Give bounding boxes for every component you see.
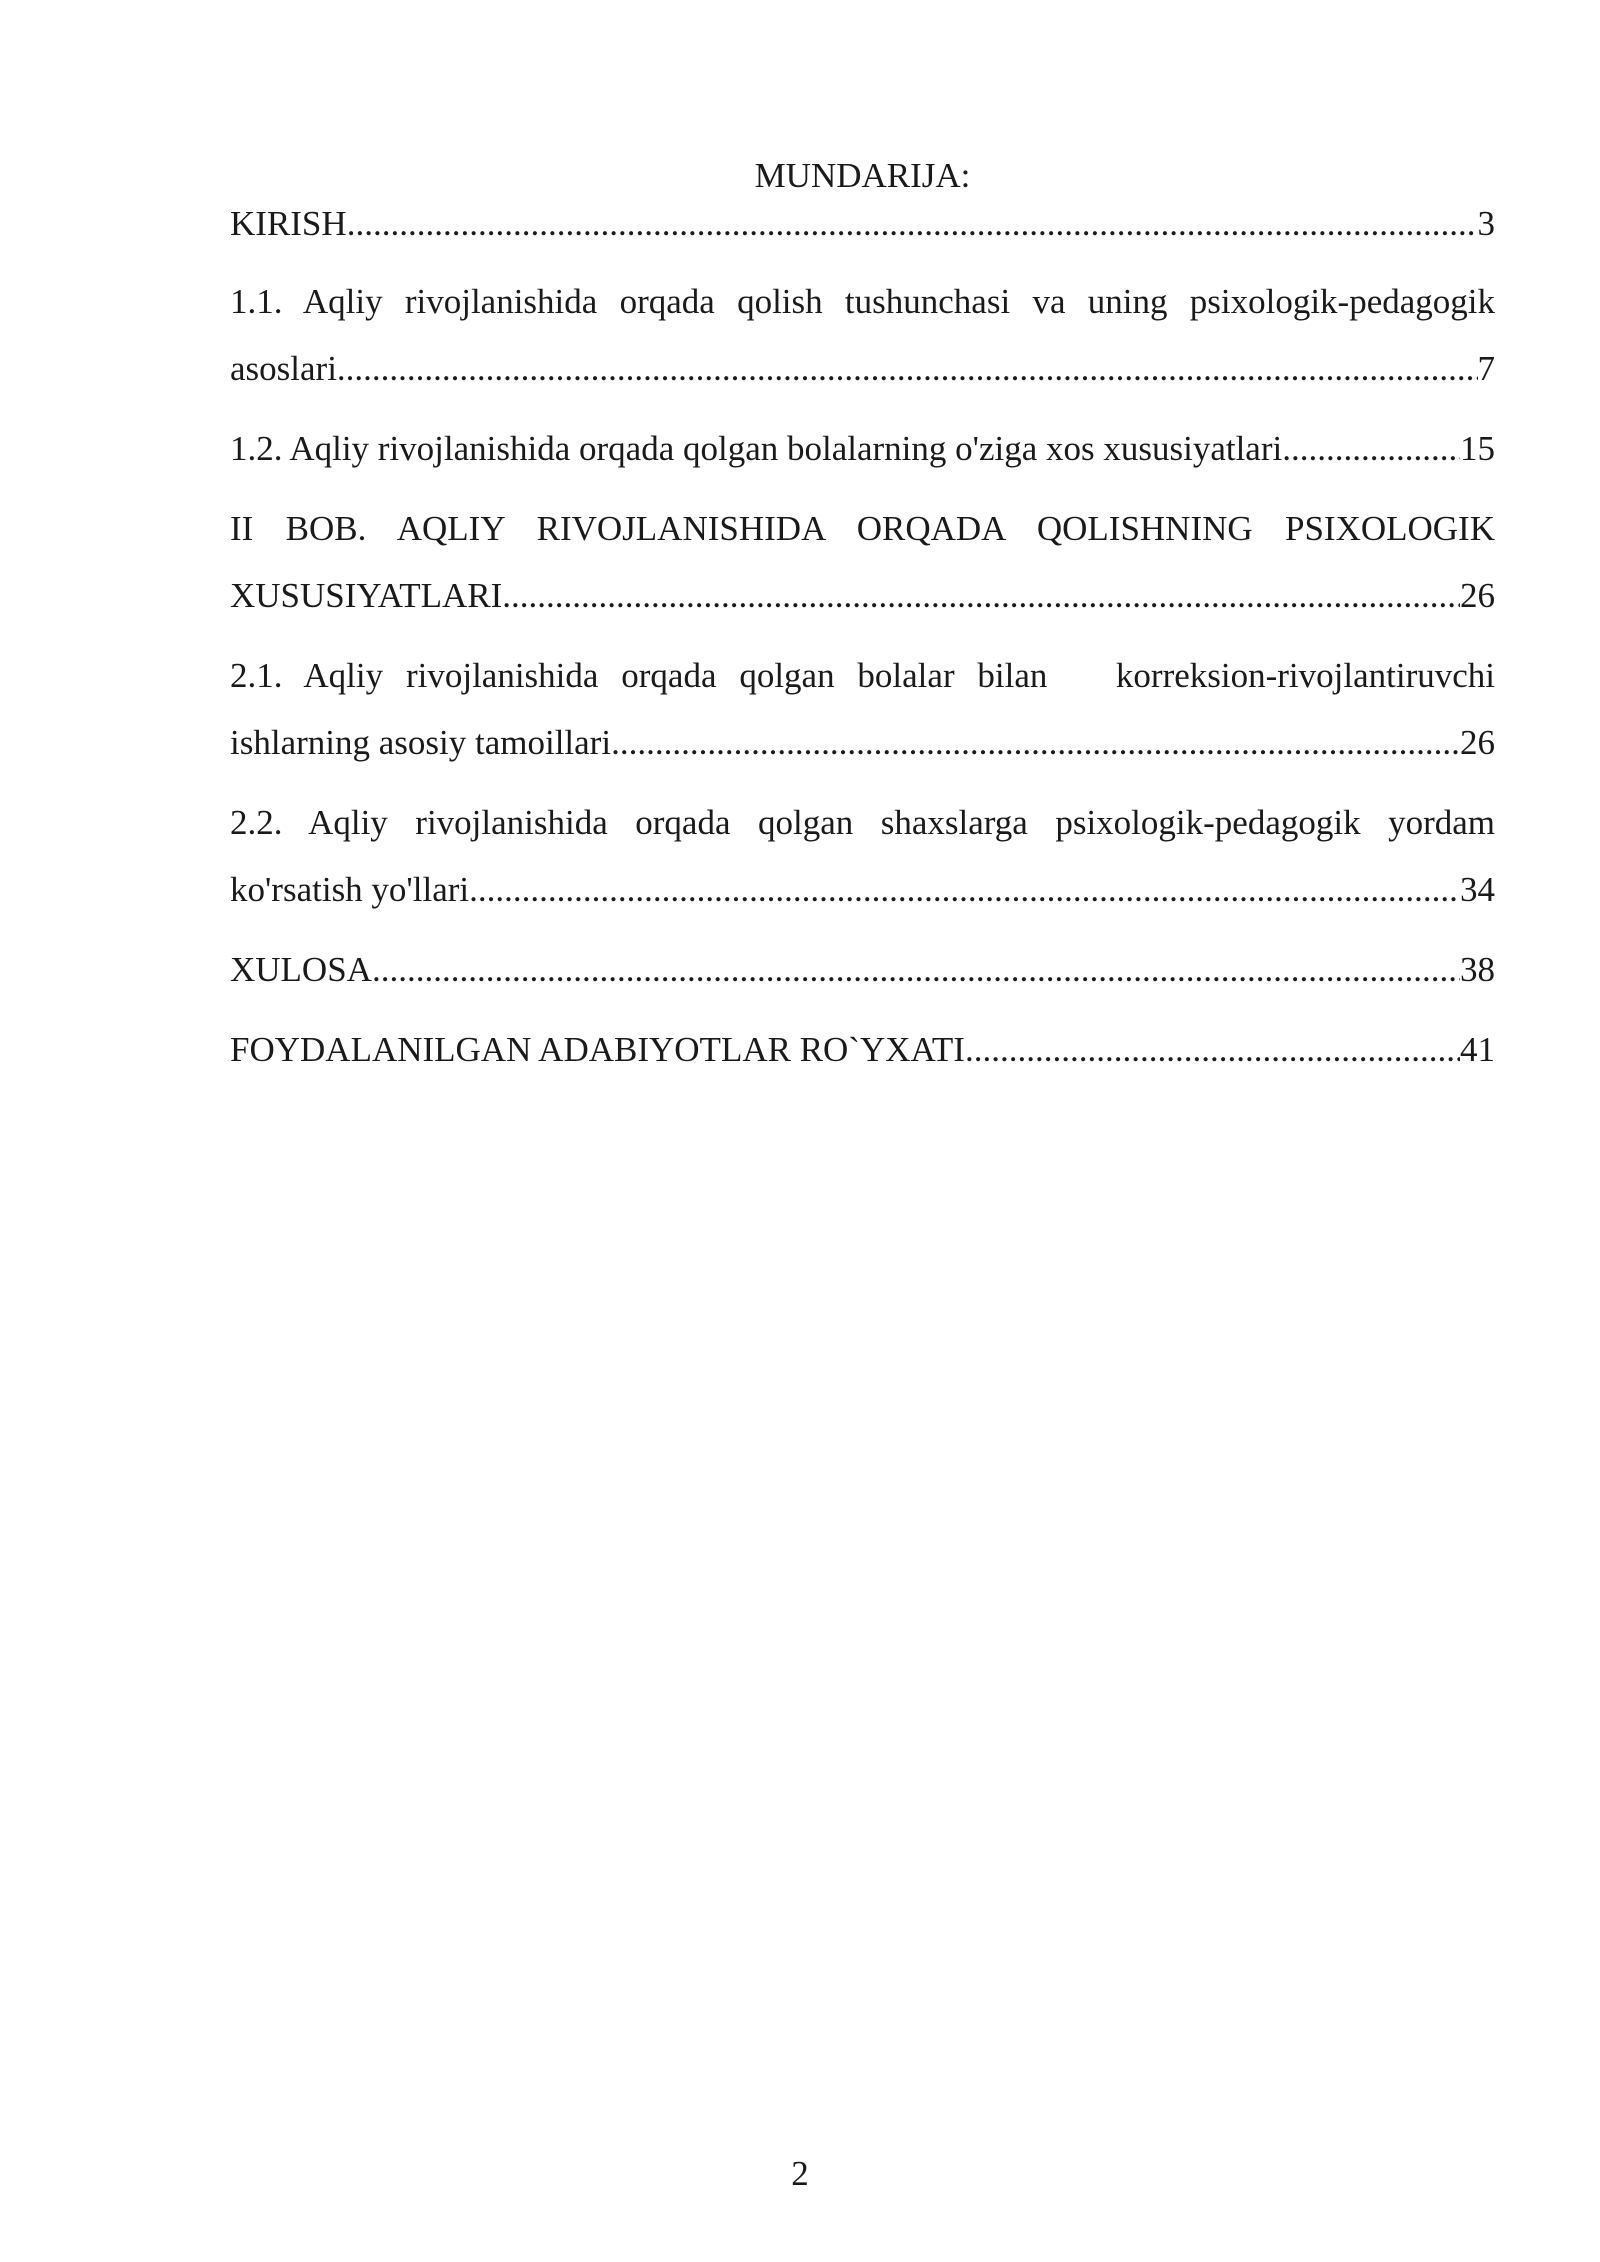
- toc-page-number: 41: [1460, 1030, 1495, 1069]
- toc-leader-dots: [372, 936, 1460, 1003]
- toc-leader-dots: [337, 335, 1478, 402]
- toc-entry-label: II BOB. AQLIY RIVOJLANISHIDA ORQADA QOLISHNING PSIXOLOGIK: [230, 509, 1495, 548]
- toc-entry-label-continued: XUSUSIYATLARI: [230, 576, 503, 615]
- toc-leader-dots: [347, 200, 1478, 248]
- toc-entry-xulosa: [230, 936, 1495, 1003]
- toc-entry-2-1: [230, 642, 1495, 776]
- toc-entry-line: [230, 709, 1495, 776]
- toc-entry-chapter-2: [230, 495, 1495, 629]
- toc-entry-label: 1.1. Aqliy rivojlanishida orqada qolish tushunchasi va uning psixologik-pedagogik: [230, 282, 1495, 321]
- toc-leader-dots: [1282, 415, 1460, 482]
- toc-entry-label: FOYDALANILGAN ADABIYOTLAR RO`YXATI: [230, 1030, 965, 1069]
- toc-entry-line: [230, 200, 1495, 248]
- toc-entry-line: [230, 415, 1495, 482]
- toc-leader-dots: [469, 856, 1460, 923]
- table-of-contents: [230, 200, 1495, 1096]
- toc-entry-label: XULOSA: [230, 950, 372, 989]
- toc-entry-line: [230, 562, 1495, 629]
- toc-entry-line: [230, 936, 1495, 1003]
- toc-entry-label: 2.2. Aqliy rivojlanishida orqada qolgan shaxslarga psixologik-pedagogik yordam: [230, 803, 1495, 842]
- toc-entry-label-continued: ko'rsatish yo'llari: [230, 870, 470, 909]
- toc-page-number: 26: [1460, 576, 1495, 615]
- toc-page-number: 3: [1477, 204, 1495, 243]
- toc-page-number: 7: [1477, 349, 1495, 388]
- toc-title: MUNDARIJA:: [754, 156, 971, 195]
- toc-page-number: 38: [1460, 950, 1495, 989]
- page-number: 2: [791, 2154, 809, 2193]
- toc-page-number: 15: [1460, 429, 1495, 468]
- toc-entry-label-continued: asoslari: [230, 349, 337, 388]
- toc-entry-label: 1.2. Aqliy rivojlanishida orqada qolgan bolalarning o'ziga xos xususiyatlari: [230, 429, 1283, 468]
- toc-entry-kirish: [230, 200, 1495, 248]
- toc-leader-dots: [965, 1016, 1460, 1083]
- toc-entry-line: [230, 1016, 1495, 1083]
- toc-entry-line: [230, 856, 1495, 923]
- toc-entry-line: [230, 335, 1495, 402]
- toc-entry-1-2: [230, 415, 1495, 482]
- toc-page-number: 26: [1460, 723, 1495, 762]
- toc-leader-dots: [502, 562, 1460, 629]
- toc-entry-bibliography: [230, 1016, 1495, 1083]
- toc-leader-dots: [611, 709, 1460, 776]
- toc-entry-2-2: [230, 789, 1495, 923]
- toc-entry-1-1: [230, 268, 1495, 402]
- toc-entry-label-continued: ishlarning asosiy tamoillari: [230, 723, 612, 762]
- toc-entry-label: 2.1. Aqliy rivojlanishida orqada qolgan bolalar bilan korreksion-rivojlantiruvchi: [230, 656, 1495, 695]
- toc-page-number: 34: [1460, 870, 1495, 909]
- toc-entry-label: KIRISH: [230, 204, 347, 243]
